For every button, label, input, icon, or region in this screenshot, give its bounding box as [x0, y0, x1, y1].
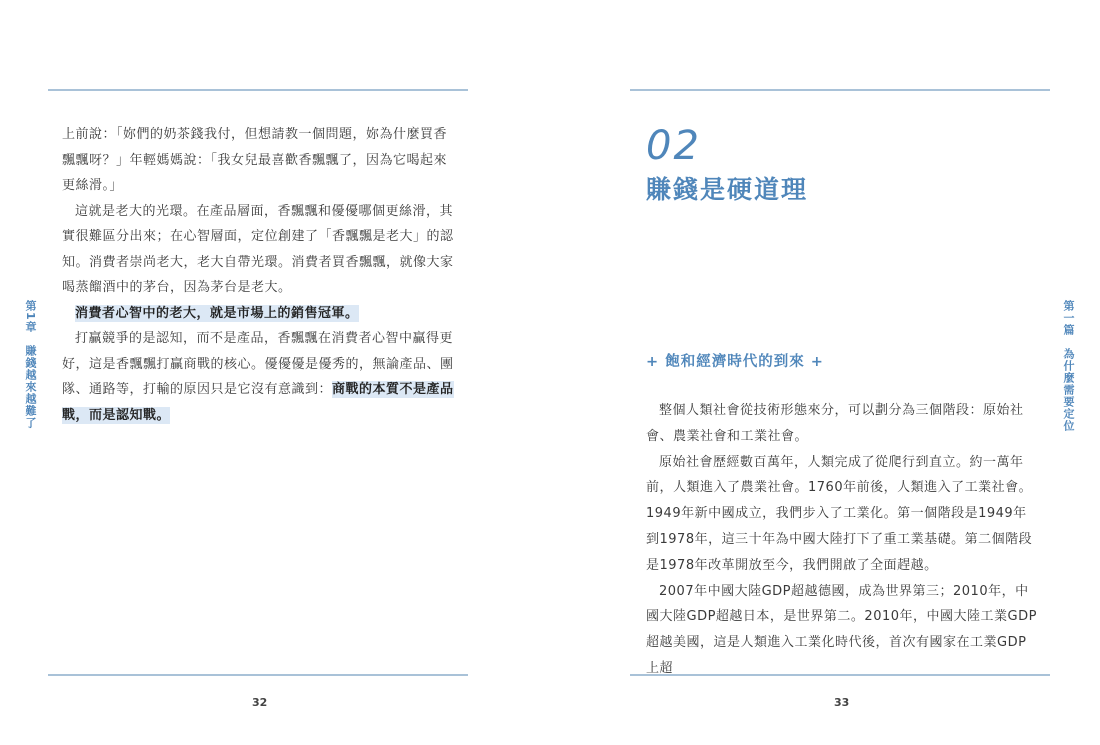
right-body-text: [646, 398, 1038, 682]
left-body-text: [62, 122, 458, 428]
left-side-label-bottom: 賺錢越來越難了: [24, 344, 37, 429]
left-paragraph: [62, 326, 458, 428]
left-paragraph: [62, 199, 458, 301]
right-top-rule: [630, 89, 1050, 91]
right-side-label-bottom: 為什麼需要定位: [1062, 348, 1075, 432]
chapter-number: 02: [646, 123, 701, 169]
right-page-number: 33: [834, 696, 850, 709]
left-top-rule: [48, 89, 468, 91]
right-paragraph: 2007年中國大陸GDP超越德國，成為世界第三；2010年，中國大陸GDP超越日本，是世界第二。2010年，中國大陸工業GDP超越美國，這是人類進入工業化時代後，首次有國家在工業GDP上超: [646, 583, 1037, 676]
highlighted-text: 商戰的本質不是產品戰，而是認知戰。: [62, 382, 454, 423]
left-chapter-side-label: [24, 300, 36, 429]
left-paragraph: [62, 301, 458, 327]
left-side-label-top: 第1章: [24, 300, 37, 333]
right-part-side-label: [1062, 300, 1074, 432]
chapter-title: 賺錢是硬道理: [646, 175, 809, 204]
left-bottom-rule: [48, 674, 468, 676]
section-heading: + 飽和經濟時代的到來 +: [646, 354, 824, 370]
paragraph-text: 這就是老大的光環。在產品層面，香飄飄和優優哪個更絲滑，其實很難區分出來；在心智層面，定位創建了「香飄飄是老大」的認知。消費者崇尚老大，老大自帶光環。消費者買香飄飄，就像大家喝蒸餾酒中的茅台，因為茅台是老大。: [62, 203, 454, 295]
right-side-label-top: 第一篇: [1062, 300, 1075, 336]
left-paragraph: [62, 122, 458, 199]
right-paragraph: 原始社會歷經數百萬年，人類完成了從爬行到直立。約一萬年前，人類進入了農業社會。1760年前後，人類進入了工業社會。1949年新中國成立，我們步入了工業化。第一個階段是1949年到1978年，這三十年為中國大陸打下了重工業基礎。第二個階段是1978年改革開放至今，我們開啟了全面趕越。: [646, 454, 1033, 573]
left-page-number: 32: [252, 696, 268, 709]
highlighted-text: 消費者心智中的老大，就是市場上的銷售冠軍。: [75, 305, 359, 321]
right-paragraph: 整個人類社會從技術形態來分，可以劃分為三個階段：原始社會、農業社會和工業社會。: [646, 403, 1024, 444]
paragraph-text: 上前說：「妳們的奶茶錢我付，但想請教一個問題，妳為什麼買香飄飄呀？」年輕媽媽說：「我女兒最喜歡香飄飄了，因為它喝起來更絲滑。」: [62, 127, 448, 193]
paragraph-text: 打贏競爭的是認知，而不是產品，香飄飄在消費者心智中贏得更好，這是香飄飄打贏商戰的核心。優優優是優秀的，無論產品、團隊、通路等，打輸的原因只是它沒有意識到：: [62, 331, 454, 397]
